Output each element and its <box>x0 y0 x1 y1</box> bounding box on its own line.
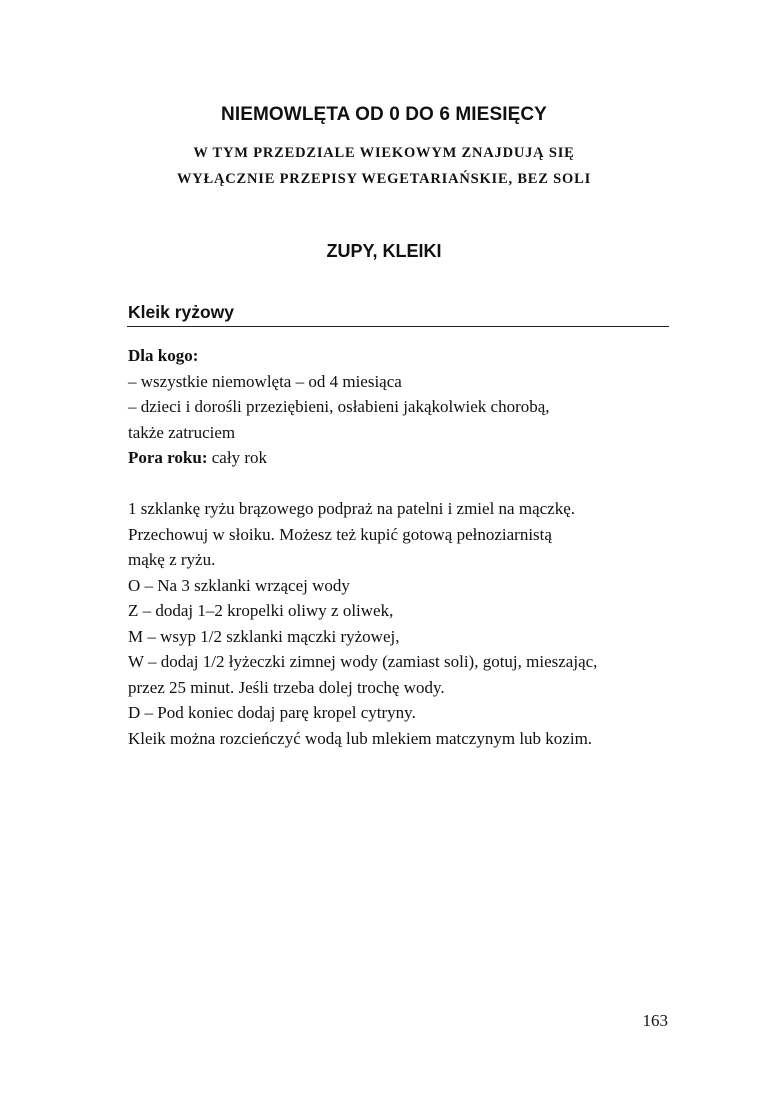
chapter-subtitle-line-2: WYŁĄCZNIE PRZEPISY WEGETARIAŃSKIE, BEZ SOLI <box>176 171 592 187</box>
instruction-line: Kleik można rozcieńczyć wodą lub mlekiem matczynym lub kozim. <box>128 728 593 748</box>
chapter-subtitle-line-1: W TYM PRZEDZIALE WIEKOWYM ZNAJDUJĄ SIĘ <box>193 145 575 161</box>
instruction-line: 1 szklankę ryżu brązowego podpraż na patelni i zmiel na mączkę. <box>128 499 575 518</box>
season-value: cały rok <box>207 448 267 467</box>
for-whom-line: także zatruciem <box>128 422 236 442</box>
instruction-line: przez 25 minut. Jeśli trzeba dolej trochę wody. <box>128 677 445 697</box>
paragraph-spacer <box>128 471 688 497</box>
page-number: 163 <box>642 1011 668 1030</box>
for-whom-heading <box>128 343 688 369</box>
instruction-line: O – Na 3 szklanki wrzącej wody <box>128 575 350 595</box>
instruction-line: mąkę z ryżu. <box>128 550 216 569</box>
instruction-line: M – wsyp 1/2 szklanki mączki ryżowej, <box>128 626 400 646</box>
instruction-line: W – dodaj 1/2 łyżeczki zimnej wody (zamiast soli), gotuj, mieszając, <box>128 652 598 671</box>
recipe-title-underline <box>127 326 669 327</box>
recipe-body <box>128 343 688 751</box>
for-whom-label: Dla kogo: <box>128 346 199 365</box>
season-line <box>128 445 688 471</box>
section-title: ZUPY, KLEIKI <box>326 241 442 261</box>
season-label: Pora roku: <box>128 448 208 467</box>
chapter-title: NIEMOWLĘTA OD 0 DO 6 MIESIĘCY <box>221 104 547 125</box>
instruction-line: D – Pod koniec dodaj parę kropel cytryny. <box>128 703 416 722</box>
for-whom-line: – wszystkie niemowlęta – od 4 miesiąca <box>128 371 402 391</box>
instruction-line: Z – dodaj 1–2 kropelki oliwy z oliwek, <box>128 601 394 620</box>
recipe-title: Kleik ryżowy <box>128 302 235 322</box>
instruction-line: Przechowuj w słoiku. Możesz też kupić gotową pełnoziarnistą <box>128 524 552 544</box>
for-whom-line: – dzieci i dorośli przeziębieni, osłabieni jakąkolwiek chorobą, <box>128 397 550 416</box>
